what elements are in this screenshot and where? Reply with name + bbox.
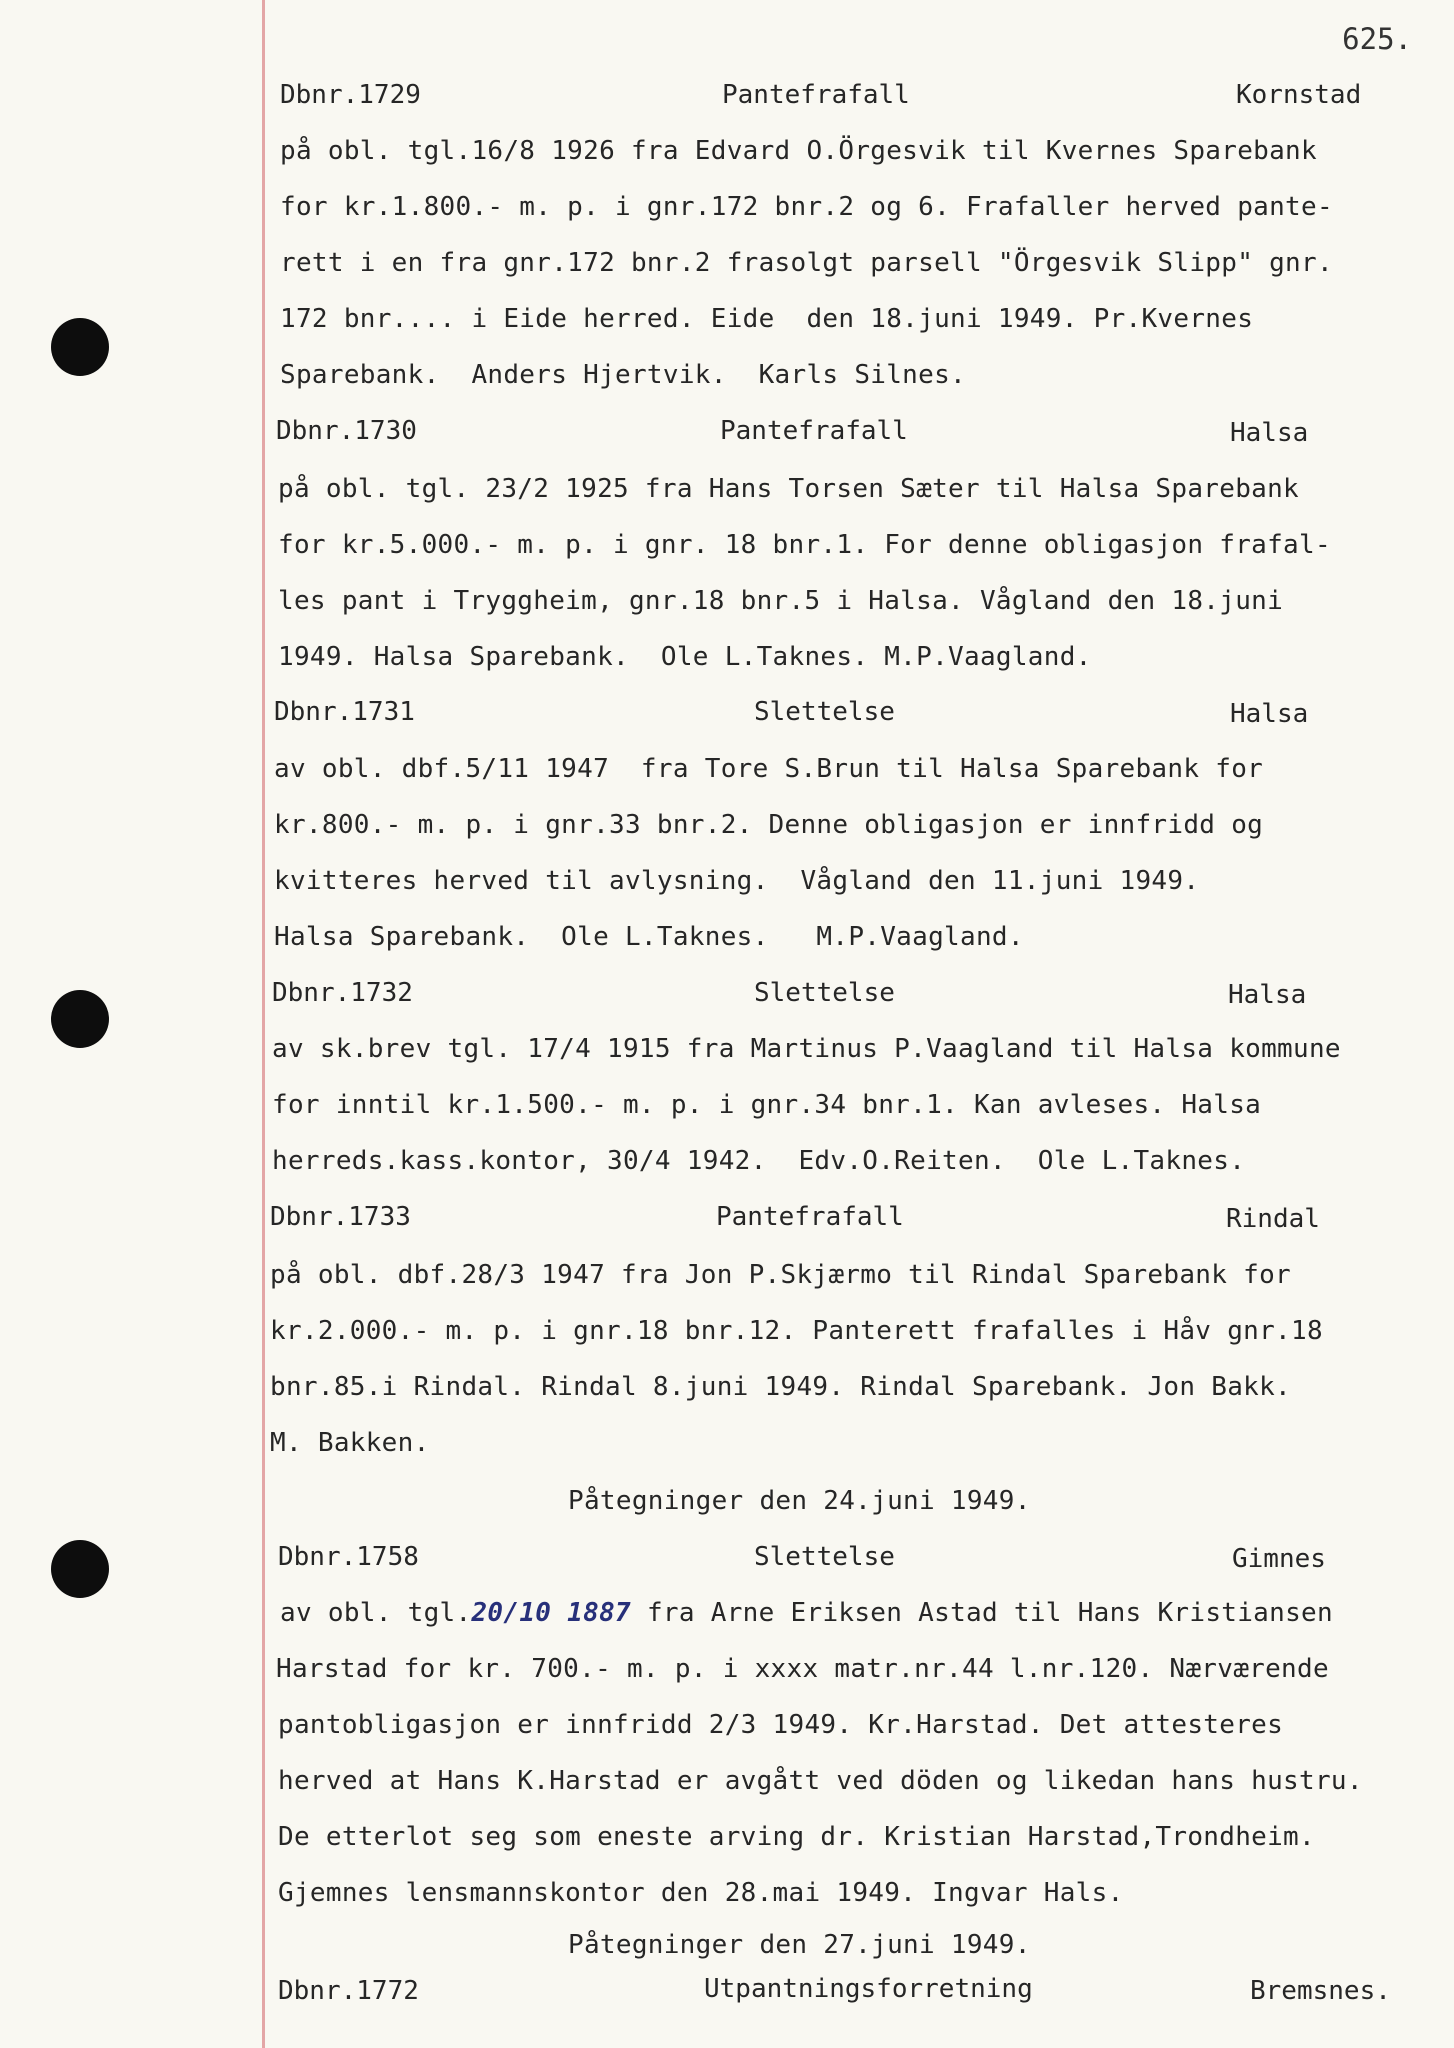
entry-type: Pantefrafall: [722, 80, 910, 110]
entry-text-line: kr.2.000.- m. p. i gnr.18 bnr.12. Panterett frafalles i Håv gnr.18: [270, 1316, 1323, 1346]
entry-place: Rindal: [1226, 1204, 1320, 1234]
entry-text-line: av sk.brev tgl. 17/4 1915 fra Martinus P.Vaagland til Halsa kommune: [272, 1034, 1341, 1064]
entry-text-line: Harstad for kr. 700.- m. p. i xxxx matr.nr.44 l.nr.120. Nærværende: [276, 1654, 1329, 1684]
margin-rule: [262, 0, 265, 2048]
handwritten-date: 20/10 1887: [471, 1598, 631, 1628]
entry-number: Dbnr.1730: [276, 416, 417, 446]
entry-text-line: bnr.85.i Rindal. Rindal 8.juni 1949. Rindal Sparebank. Jon Bakk.: [270, 1372, 1292, 1402]
section-heading: Påtegninger den 24.juni 1949.: [568, 1486, 1031, 1516]
entry-text-line: pantobligasjon er innfridd 2/3 1949. Kr.Harstad. Det attesteres: [278, 1710, 1284, 1740]
entry-place: Bremsnes.: [1250, 1976, 1391, 2006]
entry-type: Slettelse: [754, 1542, 895, 1572]
entry-place: Halsa: [1228, 980, 1307, 1010]
punch-hole: [51, 990, 109, 1048]
entry-text-line: herved at Hans K.Harstad er avgått ved döden og likedan hans hustru.: [278, 1766, 1363, 1796]
entry-text-line: rett i en fra gnr.172 bnr.2 frasolgt parsell "Örgesvik Slipp" gnr.: [280, 248, 1333, 278]
entry-text-line: 1949. Halsa Sparebank. Ole L.Taknes. M.P.Vaagland.: [278, 642, 1092, 672]
entry-place: Gimnes: [1232, 1544, 1326, 1574]
entry-number: Dbnr.1729: [280, 80, 421, 110]
entry-number: Dbnr.1733: [270, 1202, 411, 1232]
entry-text-line: 172 bnr.... i Eide herred. Eide den 18.juni 1949. Pr.Kvernes: [280, 304, 1254, 334]
entry-number: Dbnr.1772: [278, 1976, 419, 2006]
entry-text-line: for kr.1.800.- m. p. i gnr.172 bnr.2 og 6. Frafaller herved pante-: [280, 192, 1333, 222]
entry-text-line: på obl. tgl.16/8 1926 fra Edvard O.Örgesvik til Kvernes Sparebank: [280, 136, 1317, 166]
entry-text-line: De etterlot seg som eneste arving dr. Kristian Harstad,Trondheim.: [278, 1822, 1315, 1852]
entry-text-line: herreds.kass.kontor, 30/4 1942. Edv.O.Reiten. Ole L.Taknes.: [272, 1146, 1246, 1176]
entry-text-line: på obl. tgl. 23/2 1925 fra Hans Torsen Sæter til Halsa Sparebank: [278, 474, 1300, 504]
entry-text-line: M. Bakken.: [270, 1428, 430, 1458]
entry-text-line: [280, 1600, 1333, 1626]
punch-hole: [51, 318, 109, 376]
entry-type: Pantefrafall: [716, 1202, 904, 1232]
entry-text-line: Gjemnes lensmannskontor den 28.mai 1949. Ingvar Hals.: [278, 1878, 1124, 1908]
punch-hole: [51, 1540, 109, 1598]
entry-place: Halsa: [1230, 699, 1309, 729]
entry-text-line: for kr.5.000.- m. p. i gnr. 18 bnr.1. For denne obligasjon frafal-: [278, 530, 1331, 560]
entry-number: Dbnr.1758: [278, 1542, 419, 1572]
entry-type: Utpantningsforretning: [704, 1974, 1033, 2004]
entry-place: Kornstad: [1236, 80, 1362, 110]
entry-text-line: kvitteres herved til avlysning. Vågland den 11.juni 1949.: [274, 866, 1200, 896]
entry-type: Slettelse: [754, 978, 895, 1008]
entry-type: Slettelse: [754, 697, 895, 727]
entry-place: Halsa: [1230, 418, 1309, 448]
entry-text-line: av obl. dbf.5/11 1947 fra Tore S.Brun til Halsa Sparebank for: [274, 754, 1264, 784]
entry-number: Dbnr.1731: [274, 697, 415, 727]
typed-text: fra Arne Eriksen Astad til Hans Kristiansen: [631, 1598, 1333, 1628]
page-number: 625.: [1342, 22, 1412, 56]
entry-type: Pantefrafall: [720, 416, 908, 446]
entry-number: Dbnr.1732: [272, 978, 413, 1008]
entry-text-line: for inntil kr.1.500.- m. p. i gnr.34 bnr.1. Kan avleses. Halsa: [272, 1090, 1262, 1120]
entry-text-line: Sparebank. Anders Hjertvik. Karls Silnes.: [280, 360, 966, 390]
entry-text-line: Halsa Sparebank. Ole L.Taknes. M.P.Vaagland.: [274, 922, 1024, 952]
entry-text-line: les pant i Tryggheim, gnr.18 bnr.5 i Halsa. Vågland den 18.juni: [278, 586, 1284, 616]
section-heading: Påtegninger den 27.juni 1949.: [568, 1930, 1031, 1960]
entry-text-line: på obl. dbf.28/3 1947 fra Jon P.Skjærmo til Rindal Sparebank for: [270, 1260, 1292, 1290]
typed-text: av obl. tgl.: [280, 1598, 472, 1628]
entry-text-line: kr.800.- m. p. i gnr.33 bnr.2. Denne obligasjon er innfridd og: [274, 810, 1264, 840]
